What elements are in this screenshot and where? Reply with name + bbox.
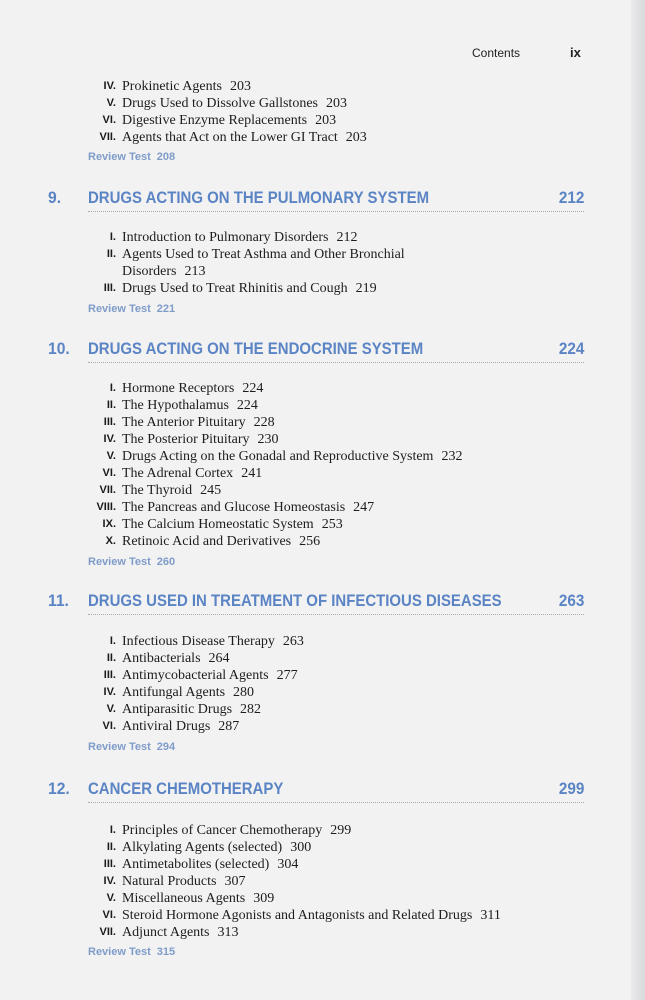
toc-entry[interactable] bbox=[96, 499, 375, 515]
toc-entry[interactable] bbox=[109, 633, 304, 649]
chapter-page-number: 224 bbox=[558, 339, 584, 358]
entry-title: Antimetabolites (selected) bbox=[122, 857, 270, 872]
toc-entry-continuation[interactable] bbox=[122, 263, 205, 279]
entry-title: Infectious Disease Therapy bbox=[122, 634, 275, 649]
entry-numeral: I. bbox=[109, 635, 116, 647]
entry-numeral: VI. bbox=[102, 467, 116, 479]
chapter-title: DRUGS ACTING ON THE PULMONARY SYSTEM bbox=[88, 188, 430, 207]
entry-title: Antiparasitic Drugs bbox=[122, 702, 233, 717]
review-test-page: 260 bbox=[156, 556, 176, 568]
toc-entry[interactable] bbox=[102, 907, 501, 923]
entry-page-number: 309 bbox=[253, 891, 275, 906]
toc-entry[interactable] bbox=[102, 465, 263, 481]
chapter-rule bbox=[88, 614, 584, 615]
entry-title: Miscellaneous Agents bbox=[122, 891, 246, 906]
entry-title: The Pancreas and Glucose Homeostasis bbox=[122, 500, 346, 515]
review-test-page: 208 bbox=[156, 151, 176, 163]
entry-title: Digestive Enzyme Replacements bbox=[122, 113, 308, 128]
entry-page-number: 224 bbox=[236, 398, 258, 413]
toc-entry[interactable] bbox=[109, 229, 358, 245]
running-head-page-number: ix bbox=[570, 45, 581, 60]
toc-entry[interactable] bbox=[103, 873, 246, 889]
chapter-heading[interactable] bbox=[48, 188, 584, 212]
entry-numeral: V. bbox=[106, 97, 116, 109]
running-head bbox=[0, 46, 645, 62]
toc-entry[interactable] bbox=[103, 856, 299, 872]
entry-numeral: VI. bbox=[102, 909, 116, 921]
chapter-heading[interactable] bbox=[48, 591, 584, 615]
entry-title: Disorders bbox=[122, 264, 177, 279]
entry-numeral: X. bbox=[105, 535, 116, 547]
toc-entry[interactable] bbox=[103, 667, 298, 683]
entry-title: Principles of Cancer Chemotherapy bbox=[122, 823, 323, 838]
entry-numeral: V. bbox=[106, 450, 116, 462]
entry-numeral: V. bbox=[106, 892, 116, 904]
entry-page-number: 299 bbox=[330, 823, 352, 838]
entry-page-number: 282 bbox=[240, 702, 262, 717]
review-test-label: Review Test bbox=[88, 946, 151, 958]
toc-entry[interactable] bbox=[106, 650, 230, 666]
review-test-label: Review Test bbox=[88, 151, 151, 163]
toc-entry[interactable] bbox=[103, 684, 255, 700]
entry-title: Hormone Receptors bbox=[122, 381, 235, 396]
entry-numeral: I. bbox=[109, 824, 116, 836]
chapter-number: 10. bbox=[48, 339, 70, 358]
toc-entry[interactable] bbox=[106, 448, 463, 464]
entry-title: Natural Products bbox=[122, 874, 217, 889]
toc-entry[interactable] bbox=[106, 839, 312, 855]
entry-numeral: III. bbox=[103, 416, 116, 428]
entry-title: Alkylating Agents (selected) bbox=[122, 840, 283, 855]
entry-page-number: 304 bbox=[277, 857, 299, 872]
toc-entry[interactable] bbox=[103, 78, 251, 94]
entry-title: Antiviral Drugs bbox=[122, 719, 211, 734]
toc-entry[interactable] bbox=[99, 482, 222, 498]
entry-title: Drugs Used to Dissolve Gallstones bbox=[122, 96, 318, 111]
review-test-link[interactable] bbox=[88, 740, 175, 754]
entry-title: Agents Used to Treat Asthma and Other Bronchial bbox=[122, 247, 405, 262]
review-test-label: Review Test bbox=[88, 741, 151, 753]
entry-numeral: VII. bbox=[99, 484, 116, 496]
chapter-title: DRUGS ACTING ON THE ENDOCRINE SYSTEM bbox=[88, 339, 424, 358]
review-test-link[interactable] bbox=[88, 945, 175, 959]
entry-title: Drugs Acting on the Gonadal and Reproductive System bbox=[122, 449, 434, 464]
entry-numeral: III. bbox=[103, 858, 116, 870]
chapter-title: CANCER CHEMOTHERAPY bbox=[88, 779, 284, 798]
entry-page-number: 228 bbox=[253, 415, 275, 430]
chapter-rule bbox=[88, 211, 584, 212]
entry-title: Antibacterials bbox=[122, 651, 201, 666]
entry-page-number: 245 bbox=[200, 483, 222, 498]
entry-numeral: II. bbox=[106, 248, 116, 260]
entry-page-number: 213 bbox=[184, 264, 206, 279]
entry-title: Agents that Act on the Lower GI Tract bbox=[122, 130, 338, 145]
chapter-title: DRUGS USED IN TREATMENT OF INFECTIOUS DISEASES bbox=[88, 591, 502, 610]
toc-entry[interactable] bbox=[102, 718, 240, 734]
entry-numeral: VI. bbox=[102, 720, 116, 732]
entry-page-number: 277 bbox=[276, 668, 298, 683]
entry-page-number: 264 bbox=[208, 651, 230, 666]
entry-page-number: 263 bbox=[282, 634, 304, 649]
entry-title: Steroid Hormone Agonists and Antagonists and Related Drugs bbox=[122, 908, 473, 923]
chapter-page-number: 263 bbox=[558, 591, 584, 610]
entry-page-number: 241 bbox=[241, 466, 263, 481]
entry-title: The Adrenal Cortex bbox=[122, 466, 234, 481]
entry-page-number: 212 bbox=[336, 230, 358, 245]
review-test-link[interactable] bbox=[88, 555, 175, 569]
chapter-rule bbox=[88, 362, 584, 363]
chapter-number: 9. bbox=[48, 188, 62, 207]
entry-page-number: 224 bbox=[242, 381, 264, 396]
entry-title: Introduction to Pulmonary Disorders bbox=[122, 230, 329, 245]
entry-page-number: 232 bbox=[441, 449, 463, 464]
entry-numeral: II. bbox=[106, 652, 116, 664]
entry-page-number: 230 bbox=[257, 432, 279, 447]
entry-title: Prokinetic Agents bbox=[122, 79, 222, 94]
entry-title: Adjunct Agents bbox=[122, 925, 210, 940]
entry-page-number: 253 bbox=[321, 517, 343, 532]
chapter-page-number: 299 bbox=[558, 779, 584, 798]
entry-numeral: VIII. bbox=[96, 501, 116, 513]
review-test-page: 221 bbox=[156, 303, 176, 315]
toc-entry[interactable] bbox=[106, 890, 275, 906]
entry-numeral: VII. bbox=[99, 131, 116, 143]
entry-page-number: 287 bbox=[218, 719, 240, 734]
entry-page-number: 203 bbox=[315, 113, 337, 128]
toc-entry[interactable] bbox=[106, 397, 258, 413]
toc-entry[interactable] bbox=[106, 246, 413, 262]
entry-page-number: 203 bbox=[229, 79, 251, 94]
entry-numeral: IV. bbox=[103, 875, 116, 887]
entry-page-number: 280 bbox=[233, 685, 255, 700]
entry-numeral: V. bbox=[106, 703, 116, 715]
entry-title: The Calcium Homeostatic System bbox=[122, 517, 314, 532]
entry-title: The Thyroid bbox=[122, 483, 193, 498]
toc-entry[interactable] bbox=[109, 380, 264, 396]
review-test-page: 315 bbox=[156, 946, 176, 958]
toc-entry[interactable] bbox=[106, 701, 262, 717]
toc-entry[interactable] bbox=[103, 431, 279, 447]
chapter-rule bbox=[88, 802, 584, 803]
entry-numeral: IV. bbox=[103, 80, 116, 92]
toc-entry[interactable] bbox=[102, 516, 343, 532]
entry-numeral: IX. bbox=[102, 518, 116, 530]
toc-entry[interactable] bbox=[109, 822, 352, 838]
page-edge-shadow bbox=[631, 0, 645, 1000]
entry-page-number: 203 bbox=[345, 130, 367, 145]
running-head-label: Contents bbox=[472, 46, 521, 60]
entry-numeral: VII. bbox=[99, 926, 116, 938]
entry-title: Antimycobacterial Agents bbox=[122, 668, 269, 683]
chapter-heading[interactable] bbox=[48, 779, 584, 803]
entry-title: The Posterior Pituitary bbox=[122, 432, 250, 447]
toc-entry[interactable] bbox=[103, 414, 275, 430]
entry-numeral: IV. bbox=[103, 433, 116, 445]
entry-title: The Hypothalamus bbox=[122, 398, 229, 413]
toc-entry[interactable] bbox=[99, 129, 367, 145]
entry-page-number: 307 bbox=[224, 874, 246, 889]
review-test-link[interactable] bbox=[88, 150, 175, 164]
entry-page-number: 313 bbox=[217, 925, 239, 940]
entry-numeral: VI. bbox=[102, 114, 116, 126]
entry-page-number: 203 bbox=[326, 96, 347, 111]
entry-page-number: 219 bbox=[355, 281, 377, 296]
entry-numeral: II. bbox=[106, 399, 116, 411]
entry-page-number: 247 bbox=[353, 500, 375, 515]
chapter-heading[interactable] bbox=[48, 339, 584, 363]
entry-page-number: 300 bbox=[290, 840, 312, 855]
entry-title: The Anterior Pituitary bbox=[122, 415, 246, 430]
chapter-number: 12. bbox=[48, 779, 70, 798]
entry-title: Retinoic Acid and Derivatives bbox=[122, 534, 292, 549]
entry-numeral: I. bbox=[109, 231, 116, 243]
review-test-link[interactable] bbox=[88, 302, 175, 316]
entry-numeral: IV. bbox=[103, 686, 116, 698]
toc-entry[interactable] bbox=[105, 533, 321, 549]
toc-entry[interactable] bbox=[103, 280, 377, 296]
entry-numeral: I. bbox=[109, 382, 116, 394]
review-test-page: 294 bbox=[156, 741, 176, 753]
chapter-page-number: 212 bbox=[558, 188, 584, 207]
toc-entry[interactable] bbox=[102, 112, 337, 128]
entry-title: Antifungal Agents bbox=[122, 685, 226, 700]
entry-page-number: 311 bbox=[480, 908, 501, 923]
chapter-number: 11. bbox=[48, 591, 69, 610]
entry-title: Drugs Used to Treat Rhinitis and Cough bbox=[122, 281, 348, 296]
entry-numeral: III. bbox=[103, 669, 116, 681]
toc-entry[interactable] bbox=[99, 924, 239, 940]
entry-numeral: III. bbox=[103, 282, 116, 294]
entry-numeral: II. bbox=[106, 841, 116, 853]
review-test-label: Review Test bbox=[88, 556, 151, 568]
entry-page-number: 256 bbox=[299, 534, 321, 549]
toc-entry[interactable] bbox=[106, 95, 347, 111]
review-test-label: Review Test bbox=[88, 303, 151, 315]
